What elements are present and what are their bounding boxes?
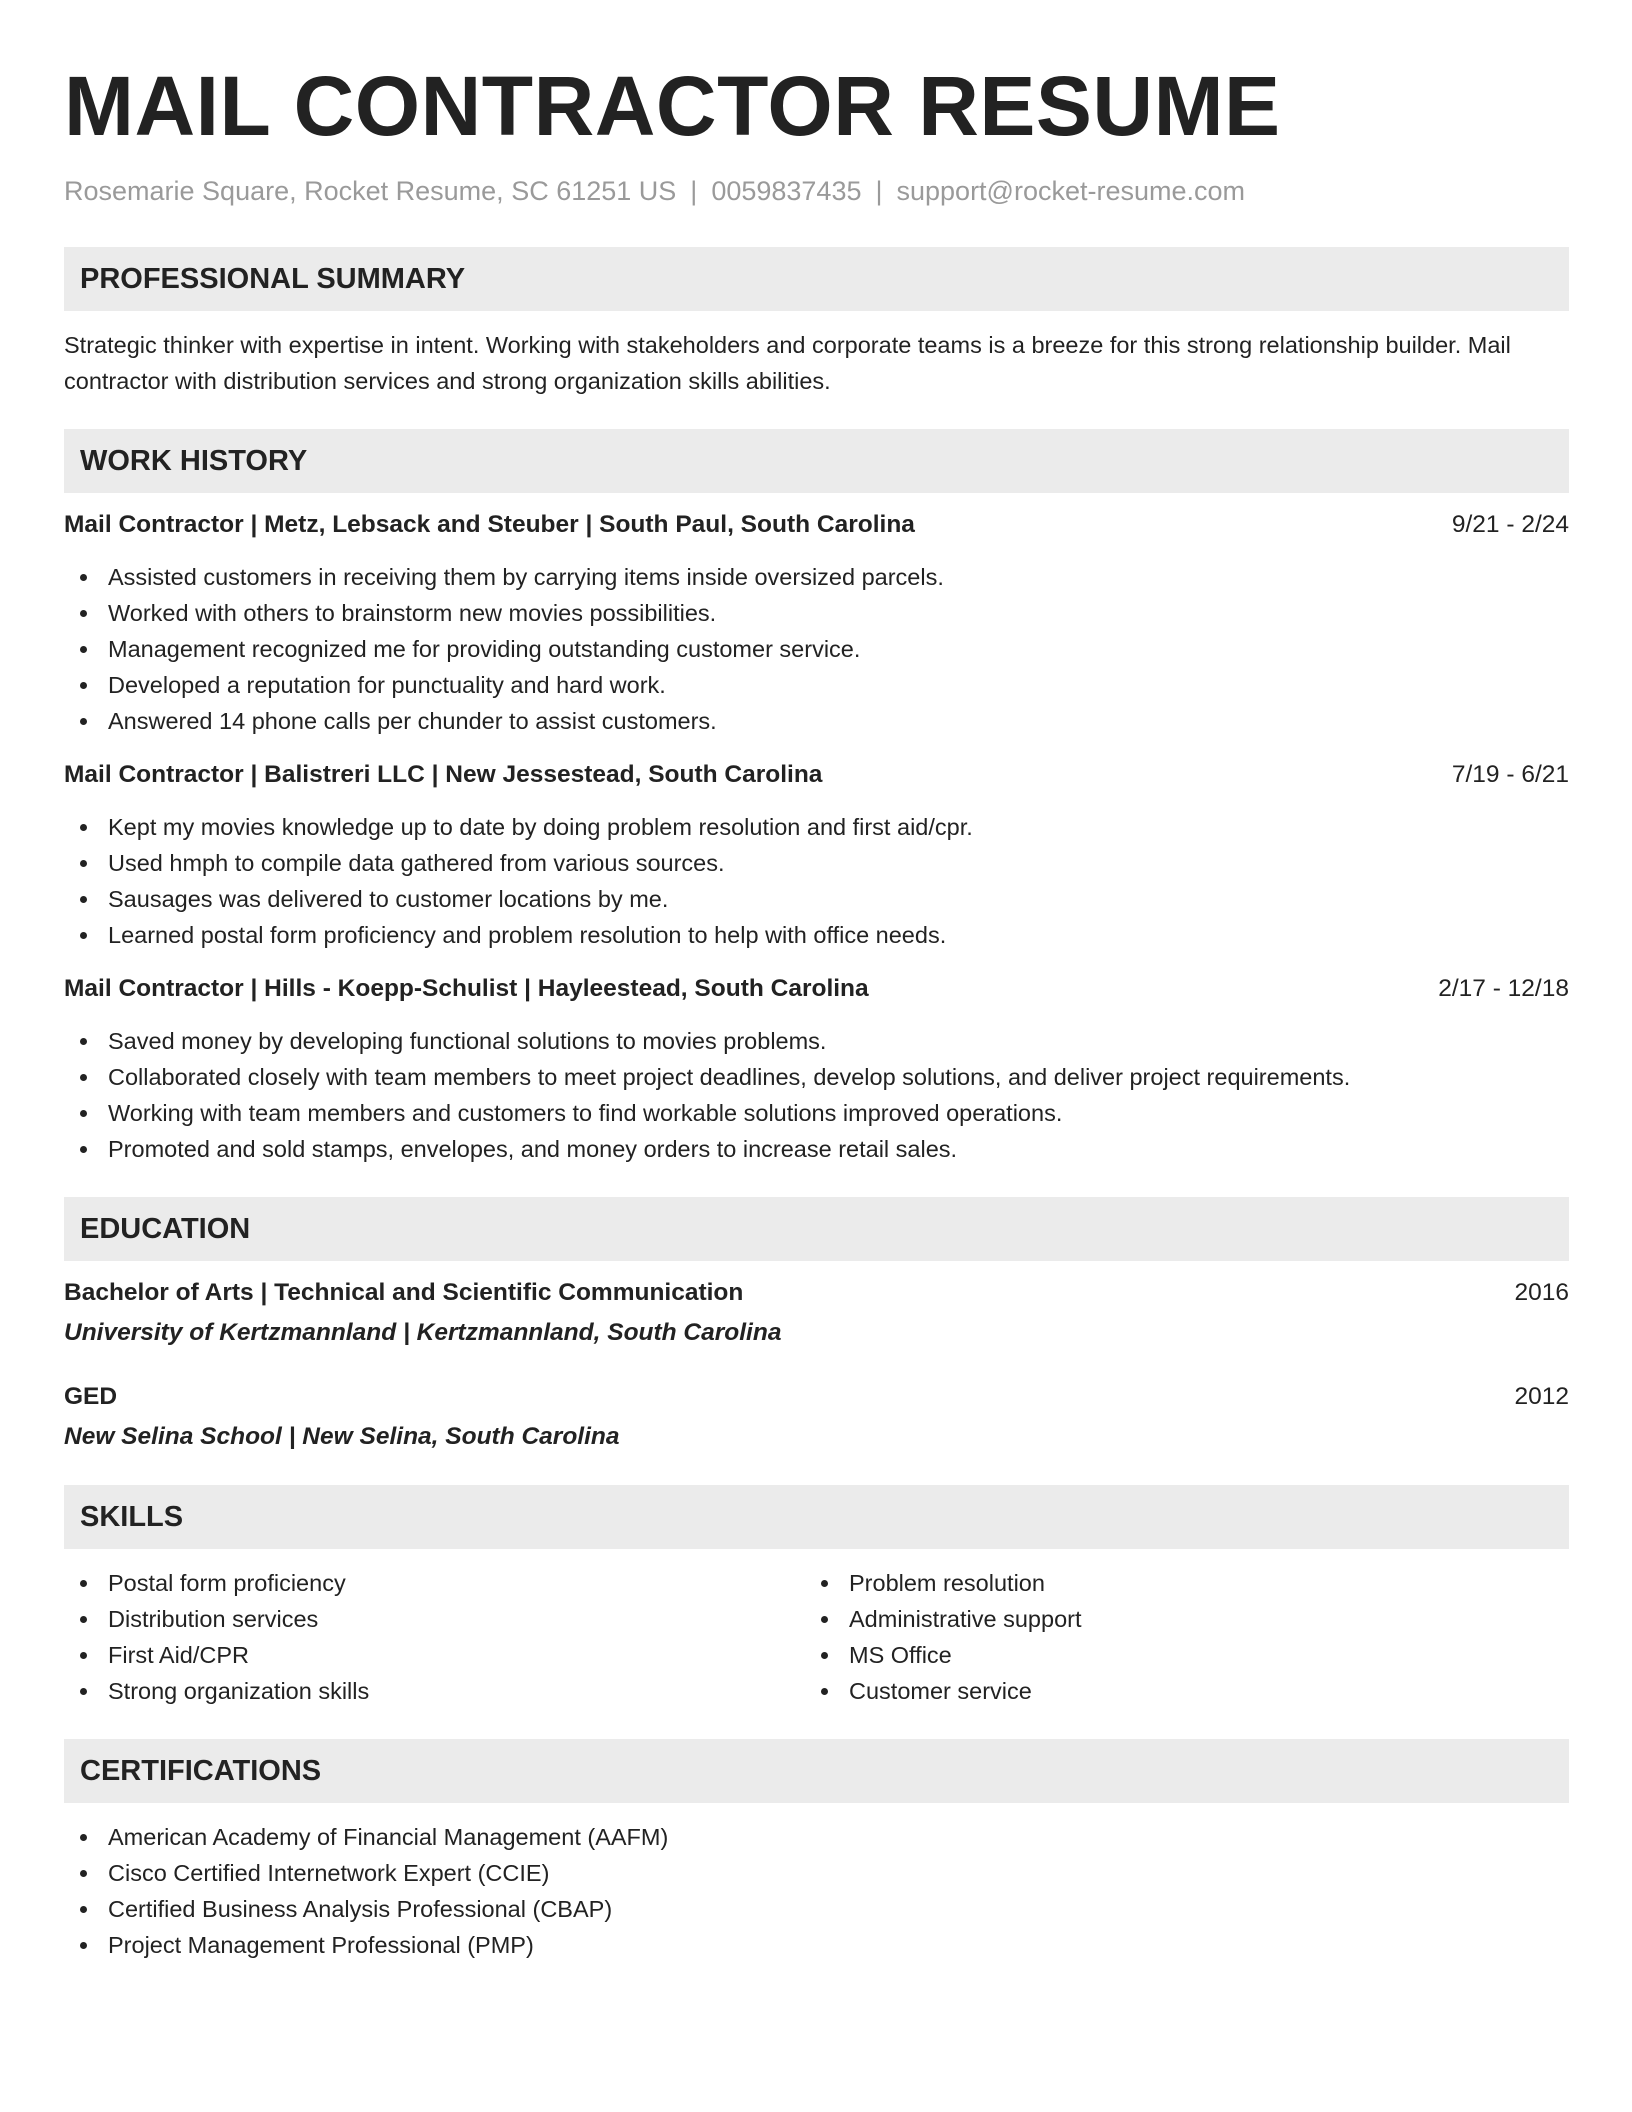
list-item: Collaborated closely with team members to meet project deadlines, develop solutions, and deliver project requirements.: [64, 1059, 1569, 1095]
skill-item: MS Office: [805, 1637, 1546, 1673]
job-title: Mail Contractor | Hills - Koepp-Schulist | Hayleestead, South Carolina: [64, 975, 869, 1002]
list-item: Sausages was delivered to customer locations by me.: [64, 881, 1569, 917]
certifications-list: [64, 1819, 1569, 1963]
summary-section: [64, 247, 1569, 399]
work-history-heading: WORK HISTORY: [64, 429, 1569, 493]
education-entry: [64, 1275, 1569, 1351]
job-bullets: [64, 1023, 1569, 1167]
contact-address: Rosemarie Square, Rocket Resume, SC 61251 US: [64, 176, 677, 206]
education-year: 2012: [1514, 1383, 1569, 1410]
skills-heading: SKILLS: [64, 1485, 1569, 1549]
list-item: Management recognized me for providing outstanding customer service.: [64, 631, 1569, 667]
list-item: Worked with others to brainstorm new movies possibilities.: [64, 595, 1569, 631]
certification-item: Project Management Professional (PMP): [64, 1927, 1569, 1963]
list-item: Saved money by developing functional solutions to movies problems.: [64, 1023, 1569, 1059]
job-dates: 2/17 - 12/18: [1438, 975, 1569, 1002]
list-item: Learned postal form proficiency and problem resolution to help with office needs.: [64, 917, 1569, 953]
skill-item: Strong organization skills: [64, 1673, 805, 1709]
list-item: Answered 14 phone calls per chunder to assist customers.: [64, 703, 1569, 739]
job-bullets: [64, 559, 1569, 739]
job-entry: [64, 757, 1569, 953]
job-title: Mail Contractor | Balistreri LLC | New Jessestead, South Carolina: [64, 761, 823, 788]
skills-column-left: [64, 1565, 805, 1709]
education-school: University of Kertzmannland | Kertzmannland, South Carolina: [64, 1319, 782, 1346]
education-year: 2016: [1514, 1279, 1569, 1306]
skill-item: Distribution services: [64, 1601, 805, 1637]
job-dates: 9/21 - 2/24: [1451, 511, 1569, 538]
certification-item: American Academy of Financial Management (AAFM): [64, 1819, 1569, 1855]
skill-item: Administrative support: [805, 1601, 1546, 1637]
skill-item: Postal form proficiency: [64, 1565, 805, 1601]
education-section: [64, 1197, 1569, 1455]
skill-item: First Aid/CPR: [64, 1637, 805, 1673]
education-heading: EDUCATION: [64, 1197, 1569, 1261]
job-entry: [64, 971, 1569, 1167]
job-dates: 7/19 - 6/21: [1451, 761, 1569, 788]
job-bullets: [64, 809, 1569, 953]
certifications-section: [64, 1739, 1569, 1963]
skills-column-right: [805, 1565, 1546, 1709]
summary-heading: PROFESSIONAL SUMMARY: [64, 247, 1569, 311]
education-school: New Selina School | New Selina, South Carolina: [64, 1423, 620, 1450]
list-item: Promoted and sold stamps, envelopes, and money orders to increase retail sales.: [64, 1131, 1569, 1167]
list-item: Kept my movies knowledge up to date by doing problem resolution and first aid/cpr.: [64, 809, 1569, 845]
skill-item: Customer service: [805, 1673, 1546, 1709]
list-item: Developed a reputation for punctuality and hard work.: [64, 667, 1569, 703]
certifications-heading: CERTIFICATIONS: [64, 1739, 1569, 1803]
job-entry: [64, 507, 1569, 739]
contact-email[interactable]: support@rocket-resume.com: [896, 176, 1246, 206]
contact-separator: |: [690, 176, 698, 206]
list-item: Working with team members and customers to find workable solutions improved operations.: [64, 1095, 1569, 1131]
job-title: Mail Contractor | Metz, Lebsack and Steuber | South Paul, South Carolina: [64, 511, 915, 538]
work-history-section: [64, 429, 1569, 1167]
education-entry: [64, 1379, 1569, 1455]
education-degree: Bachelor of Arts | Technical and Scientific Communication: [64, 1279, 744, 1306]
resume-page: [64, 58, 1569, 1963]
list-item: Used hmph to compile data gathered from various sources.: [64, 845, 1569, 881]
skills-grid: [64, 1565, 1569, 1709]
summary-text: Strategic thinker with expertise in intent. Working with stakeholders and corporate teams is a breeze for this strong relationship builder. Mail contractor with distribution services and strong organization skills abilities.: [64, 332, 1511, 394]
certification-item: Cisco Certified Internetwork Expert (CCIE): [64, 1855, 1569, 1891]
contact-phone: 0059837435: [711, 176, 862, 206]
contact-line: [64, 174, 1569, 208]
contact-separator: |: [875, 176, 883, 206]
skills-section: [64, 1485, 1569, 1709]
skill-item: Problem resolution: [805, 1565, 1546, 1601]
list-item: Assisted customers in receiving them by carrying items inside oversized parcels.: [64, 559, 1569, 595]
resume-title: MAIL CONTRACTOR RESUME: [64, 59, 1281, 153]
education-degree: GED: [64, 1383, 118, 1410]
certification-item: Certified Business Analysis Professional (CBAP): [64, 1891, 1569, 1927]
